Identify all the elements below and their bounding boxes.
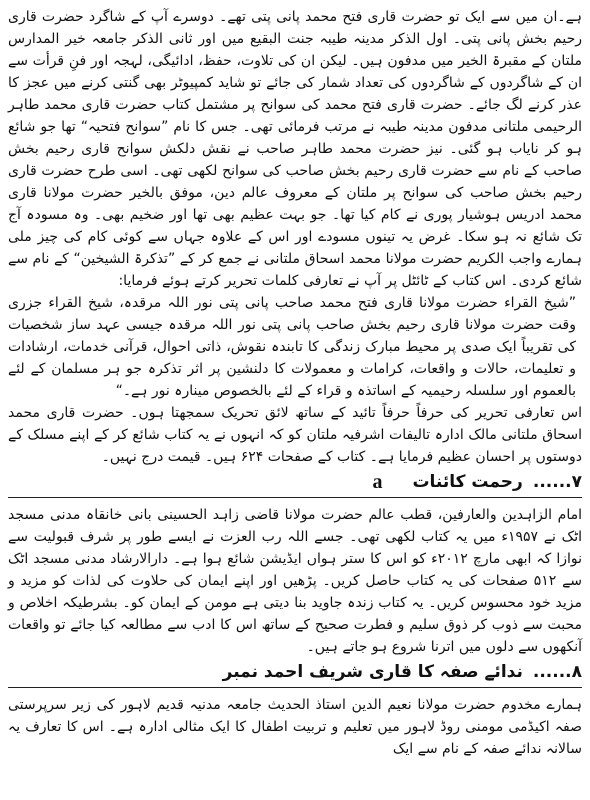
latin-mark: a [372,471,383,493]
body-paragraph: امام الزاہدین والعارفین، قطب عالم حضرت مولانا قاضی زاہد الحسینی بانی خانقاہ مدنی مسجد اٹک نے ۱۹۵۷ء میں یہ کتاب لکھی تھی۔ جسے اللہ رب العزت نے ایسے طور پر شرف قبولیت سے نوازا کہ ابھی مارچ ۲۰۱۲ء کو اس کا ستر ہواں ایڈیشن شائع ہوا ہے۔ دارالارشاد مدنی مسجد اٹک سے ۵۱۲ صفحات کی یہ کتاب حاصل کریں۔ پڑھیں اور اپنے ایمان کی حلاوت کی لذات کو مزید و مزید خود محسوس کریں۔ یہ کتاب زندہ جاوید بنا دیتی ہے مومن کے ایمان کو۔ بشرطیکہ اخلاص و محبت سے ذوب کر ذوق سلیم و فطرت صحیح کے ساتھ اس کا ادب سے مطالعہ کیا جائے تو واقعات آنکھوں سے دلوں میں اترنا شروع ہو جاتے ہیں۔ [8,507,583,655]
body-paragraph: ہمارے مخدوم حضرت مولانا نعیم الدین استاذ الحدیث جامعہ مدنیہ قدیم لاہور کی زیر سرپرستی صفہ اکیڈمی مومنی روڈ لاہور میں تعلیم و تربیت اطفال کا ایک مثالی ادارہ ہے۔ اس کا تعارف یہ سالانہ ندائے صفہ کے نام سے ایک [8,697,582,757]
section-number: ۷...... [532,472,582,492]
section-divider [8,687,582,688]
section-number: ۸...... [532,662,582,682]
section-heading-8 [8,660,582,684]
body-paragraph: ہے۔ان میں سے ایک تو حضرت قاری فتح محمد پانی پتی تھے۔ دوسرے آپ کے شاگرد حضرت قاری رحیم بخش پانی پتی۔ اول الذکر مدینہ طیبہ جنت البقیع میں اور ثانی الذکر جامعہ خیر المدارس ملتان کے مقبرۃ الخیر میں مدفون ہیں۔ لیکن ان کی تلاوت، حفظ، ادائیگی، لہجہ اور فنِ قرأت سے ان کے شاگردوں کے شاگردوں کی تعداد شمار کی جائے تو شاید کمپیوٹر بھی گنتی کرنے میں عجز کا عذر کرنے لگ جائے۔ حضرت قاری فتح محمد کی سوانح پر مشتمل کتاب حضرت قاری محمد طاہر الرحیمی ملتانی مدفون مدینہ طیبہ نے مرتب فرمائی تھی۔ جس کا نام ”سوانح فتحیہ“ تھا جو شائع ہو کر نایاب ہو گئی۔ نیز حضرت محمد طاہر صاحب نے نقش دلکش سوانح قاری رحیم بخش صاحب کے نام سے حضرت قاری رحیم بخش صاحب کی سوانح لکھی تھی۔ اسی طرح حضرت قاری رحیم بخش صاحب کی سوانح پر ملتان کے معروف عالم دین، موفق بالخیر حضرت مولانا قاری محمد ادریس ہوشیار پوری نے کام کیا تھا۔ جو بہت عظیم بھی تھا اور ضخیم بھی۔ وہ مسودہ آج تک شائع نہ ہو سکا۔ غرض یہ تینوں مسودے اور اس کے علاوہ جہاں سے کوئی کام کی چیز ملی ہمارے واجب الکریم حضرت مولانا محمد اسحاق ملتانی نے جمع کر کے ”تذکرۃ الشیخین“ کے نام سے شائع کردی۔ اس کتاب کے ٹائٹل پر آپ نے تعارفی کلمات تحریر کرتے ہوئے فرمایا: [8,9,582,289]
section-title: رحمت کائنات [412,472,523,492]
body-paragraph: اس تعارفی تحریر کی حرفاً حرفاً تائید کے ساتھ لائق تحریک سمجھتا ہوں۔ حضرت قاری محمد اسحاق ملتانی مالک ادارہ تالیفات اشرفیہ ملتان کو کہ انہوں نے یہ کتاب شائع کر کے اپنے مسلک کے دوستوں پر احسان عظیم فرمایا ہے۔ کتاب کے صفحات ۶۲۴ ہیں۔ قیمت درج نہیں۔ [8,405,582,465]
section-heading-7 [8,470,582,494]
section-divider [8,497,582,498]
quoted-passage: ”شیخ القراء حضرت مولانا قاری فتح محمد صاحب پانی پتی نور اللہ مرقدہ، شیخ القراء جزری وقت حضرت مولانا قاری رحیم بخش صاحب پانی پتی نور اللہ مرقدہ جیسی عہد ساز شخصیات کی تقریباً ایک صدی پر محیط مبارک زندگی کا تابندہ نقوش، ذاتی احوال، قرآنی خدمات، ارشادات و تعلیمات، حالات و واقعات، کرامات و معمولات کا دلنشین پر اثر تذکرہ جو ہر مسلمان کے لئے بالعموم اور سلسلہ رحیمیہ کے اساتذہ و قراء کے لئے بالخصوص مینارہ نور ہے۔“ [8,295,576,399]
section-title: ندائے صفہ کا قاری شریف احمد نمبر [222,662,523,682]
